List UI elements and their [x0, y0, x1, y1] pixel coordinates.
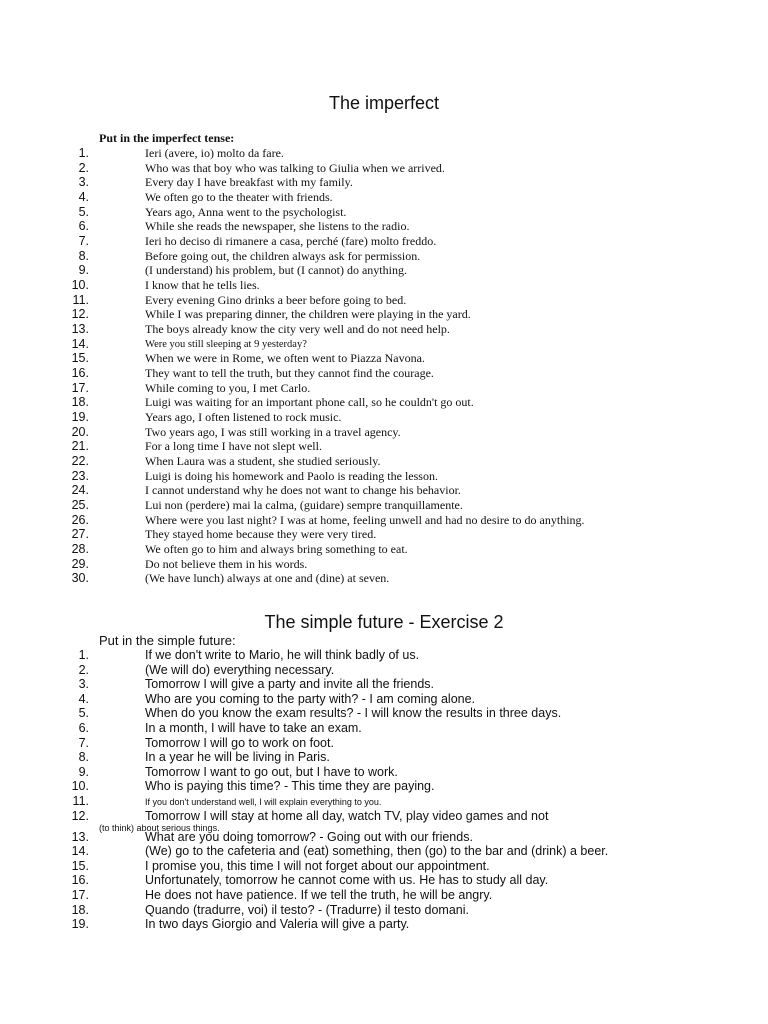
item-number: 18. — [71, 395, 89, 410]
item-text: Years ago, Anna went to the psychologist. — [145, 204, 347, 219]
item-text: Tomorrow I will go to work on foot. — [145, 735, 334, 750]
item-number: 6. — [78, 720, 89, 735]
item-number: 8. — [78, 248, 89, 263]
item-text: Two years ago, I was still working in a travel agency. — [145, 424, 401, 439]
item-text: (I understand) his problem, but (I cannot) do anything. — [145, 263, 407, 278]
exercise-list-imperfect — [0, 146, 768, 586]
item-text: Lui non (perdere) mai la calma, (guidare) sempre tranquillamente. — [145, 498, 463, 513]
item-text: What are you doing tomorrow? - Going out with our friends. — [145, 829, 473, 844]
item-number: 29. — [71, 556, 89, 571]
exercise-item — [0, 736, 768, 751]
item-number: 3. — [78, 677, 89, 692]
exercise-item — [0, 859, 768, 874]
item-text-continuation: (to think) about serious things. — [99, 822, 220, 833]
item-text: While I was preparing dinner, the children were playing in the yard. — [145, 307, 471, 322]
exercise-item — [0, 234, 768, 249]
item-text: Luigi was waiting for an important phone call, so he couldn't go out. — [145, 395, 474, 410]
exercise-item — [0, 844, 768, 859]
exercise-item — [0, 542, 768, 557]
item-text: I cannot understand why he does not want to change his behavior. — [145, 483, 461, 498]
exercise-item — [0, 307, 768, 322]
item-number: 3. — [78, 175, 89, 190]
exercise-item — [0, 779, 768, 794]
item-text: Tomorrow I want to go out, but I have to work. — [145, 764, 398, 779]
item-text: In two days Giorgio and Valeria will give a party. — [145, 917, 410, 932]
exercise-item — [0, 513, 768, 528]
exercise-item — [0, 663, 768, 678]
instruction-imperfect: Put in the imperfect tense: — [99, 131, 235, 145]
exercise-item — [0, 917, 768, 932]
item-text: They want to tell the truth, but they cannot find the courage. — [145, 366, 434, 381]
item-text: (We) go to the cafeteria and (eat) something, then (go) to the bar and (drink) a beer. — [145, 844, 609, 859]
exercise-item — [0, 175, 768, 190]
item-text: Years ago, I often listened to rock music. — [145, 410, 342, 425]
item-text: When do you know the exam results? - I will know the results in three days. — [145, 706, 562, 721]
item-text: (We have lunch) always at one and (dine) at seven. — [145, 571, 390, 586]
exercise-item — [0, 337, 768, 352]
item-number: 8. — [78, 750, 89, 765]
item-number: 5. — [78, 204, 89, 219]
exercise-item — [0, 425, 768, 440]
item-text: Who are you coming to the party with? - I am coming alone. — [145, 691, 476, 706]
item-text: If you don't understand well, I will explain everything to you. — [145, 796, 382, 807]
item-text: When Laura was a student, she studied seriously. — [145, 454, 381, 469]
exercise-item — [0, 249, 768, 264]
item-text: For a long time I have not slept well. — [145, 439, 322, 454]
item-number: 1. — [78, 648, 89, 662]
item-number: 14. — [71, 844, 89, 859]
item-number: 15. — [71, 351, 89, 366]
item-text: Every day I have breakfast with my family. — [145, 175, 353, 190]
exercise-item — [0, 527, 768, 542]
exercise-item — [0, 677, 768, 692]
item-text: The boys already know the city very well and do not need help. — [145, 322, 450, 337]
item-text: While coming to you, I met Carlo. — [145, 380, 311, 395]
exercise-item — [0, 469, 768, 484]
item-number: 28. — [71, 542, 89, 557]
item-text: Unfortunately, tomorrow he cannot come with us. He has to study all day. — [145, 873, 549, 888]
item-text: Ieri (avere, io) molto da fare. — [145, 146, 284, 160]
item-text: Who is paying this time? - This time they are paying. — [145, 779, 435, 794]
exercise-item — [0, 381, 768, 396]
item-number: 2. — [78, 662, 89, 677]
exercise-item — [0, 648, 768, 663]
item-text: Tomorrow I will give a party and invite all the friends. — [145, 677, 435, 692]
exercise-item — [0, 322, 768, 337]
item-number: 20. — [71, 424, 89, 439]
exercise-item — [0, 366, 768, 381]
item-number: 21. — [71, 439, 89, 454]
item-number: 24. — [71, 483, 89, 498]
exercise-item — [0, 454, 768, 469]
item-number: 9. — [78, 263, 89, 278]
exercise-item — [0, 293, 768, 308]
exercise-item — [0, 498, 768, 513]
exercise-item — [0, 794, 768, 809]
exercise-item — [0, 351, 768, 366]
section-title-future: The simple future - Exercise 2 — [264, 612, 504, 632]
item-number: 2. — [78, 160, 89, 175]
exercise-item — [0, 873, 768, 888]
item-number: 15. — [71, 858, 89, 873]
item-text: In a month, I will have to take an exam. — [145, 720, 362, 735]
item-number: 26. — [71, 512, 89, 527]
item-text: We often go to the theater with friends. — [145, 190, 333, 205]
exercise-item — [0, 721, 768, 736]
item-number: 4. — [78, 691, 89, 706]
item-text: Quando (tradurre, voi) il testo? - (Tradurre) il testo domani. — [145, 902, 469, 917]
item-number: 19. — [71, 917, 89, 932]
item-number: 22. — [71, 454, 89, 469]
exercise-item — [0, 706, 768, 721]
item-number: 23. — [71, 468, 89, 483]
item-number: 13. — [71, 322, 89, 337]
exercise-item — [0, 765, 768, 780]
item-text: Ieri ho deciso di rimanere a casa, perché (fare) molto freddo. — [145, 234, 437, 249]
exercise-item — [0, 410, 768, 425]
item-text: When we were in Rome, we often went to Piazza Navona. — [145, 351, 425, 366]
exercise-item — [0, 146, 768, 161]
item-text: Were you still sleeping at 9 yesterday? — [145, 338, 307, 350]
exercise-item — [0, 439, 768, 454]
item-text: If we don't write to Mario, he will think badly of us. — [145, 648, 420, 662]
item-number: 17. — [71, 380, 89, 395]
item-number: 5. — [78, 706, 89, 721]
item-number: 12. — [71, 808, 89, 823]
item-text: I promise you, this time I will not forget about our appointment. — [145, 858, 490, 873]
item-number: 10. — [71, 779, 89, 794]
instruction-future: Put in the simple future: — [99, 633, 236, 648]
item-number: 10. — [71, 278, 89, 293]
item-text: Who was that boy who was talking to Giulia when we arrived. — [145, 160, 445, 175]
item-number: 11. — [72, 793, 89, 808]
item-number: 9. — [78, 764, 89, 779]
exercise-item — [0, 161, 768, 176]
item-text: Every evening Gino drinks a beer before going to bed. — [145, 292, 407, 307]
exercise-item — [0, 263, 768, 278]
item-number: 19. — [71, 410, 89, 425]
item-text: Do not believe them in his words. — [145, 556, 308, 571]
exercise-item — [0, 750, 768, 765]
item-text: We often go to him and always bring something to eat. — [145, 542, 408, 557]
item-text: They stayed home because they were very tired. — [145, 527, 377, 542]
exercise-item — [0, 830, 768, 845]
item-text: (We will do) everything necessary. — [145, 662, 335, 677]
exercise-item — [0, 278, 768, 293]
section-title-imperfect: The imperfect — [328, 93, 440, 113]
item-text: Tomorrow I will stay at home all day, watch TV, play video games and not — [145, 808, 549, 823]
exercise-item — [0, 483, 768, 498]
item-number: 16. — [71, 873, 89, 888]
item-number: 13. — [71, 829, 89, 844]
item-number: 4. — [78, 190, 89, 205]
exercise-item — [0, 888, 768, 903]
exercise-list-future — [0, 648, 768, 932]
item-number: 14. — [71, 336, 89, 351]
item-number: 11. — [72, 292, 89, 307]
exercise-item — [0, 692, 768, 707]
exercise-item — [0, 219, 768, 234]
exercise-item — [0, 205, 768, 220]
exercise-item — [0, 190, 768, 205]
item-text: In a year he will be living in Paris. — [145, 750, 330, 765]
exercise-item — [0, 903, 768, 918]
item-number: 7. — [78, 234, 89, 249]
item-number: 18. — [71, 902, 89, 917]
item-number: 27. — [71, 527, 89, 542]
exercise-item — [0, 395, 768, 410]
exercise-item — [0, 571, 768, 586]
item-text: He does not have patience. If we tell the truth, he will be angry. — [145, 887, 493, 902]
exercise-item — [0, 557, 768, 572]
item-number: 1. — [78, 146, 89, 160]
item-number: 25. — [71, 498, 89, 513]
item-number: 16. — [71, 366, 89, 381]
item-number: 17. — [71, 887, 89, 902]
item-number: 7. — [78, 735, 89, 750]
item-text: Where were you last night? I was at home, feeling unwell and had no desire to do anything. — [145, 512, 585, 527]
item-text: While she reads the newspaper, she listens to the radio. — [145, 219, 410, 234]
item-text: Luigi is doing his homework and Paolo is reading the lesson. — [145, 468, 438, 483]
exercise-item — [0, 808, 768, 833]
item-text: I know that he tells lies. — [145, 278, 260, 293]
item-text: Before going out, the children always ask for permission. — [145, 248, 421, 263]
item-number: 12. — [71, 307, 89, 322]
item-number: 30. — [71, 571, 89, 586]
item-number: 6. — [78, 219, 89, 234]
